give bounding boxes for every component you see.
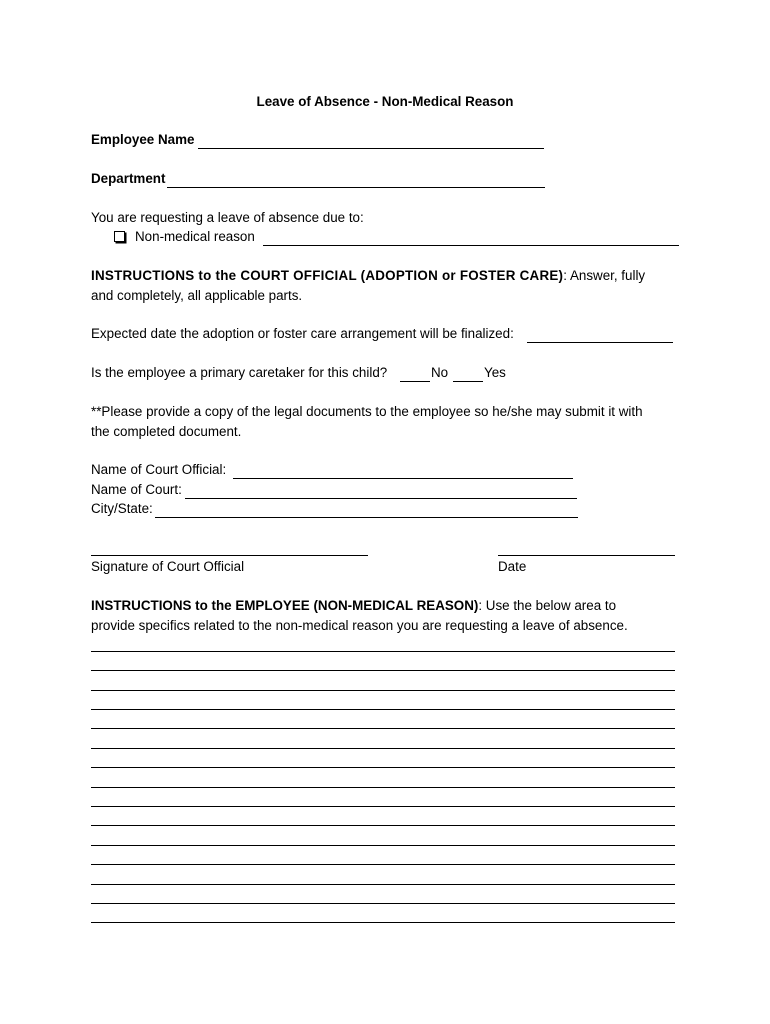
writing-line[interactable] xyxy=(91,806,675,807)
yes-label: Yes xyxy=(484,365,506,380)
signature-label: Signature of Court Official xyxy=(91,559,245,574)
writing-line[interactable] xyxy=(91,651,675,652)
writing-line[interactable] xyxy=(91,670,675,671)
city-state-label: City/State: xyxy=(91,501,153,516)
expected-date-label: Expected date the adoption or foster care arrangement will be finalized: xyxy=(91,326,514,341)
court-instructions-heading: INSTRUCTIONS to the COURT OFFICIAL (ADOPTION or FOSTER CARE) xyxy=(91,268,564,283)
employee-instructions-line2: provide specifics related to the non-medical reason you are requesting a leave of absence. xyxy=(91,618,628,633)
employee-name-field[interactable] xyxy=(198,148,544,149)
date-field[interactable] xyxy=(498,555,675,556)
non-medical-checkbox[interactable] xyxy=(114,231,125,242)
writing-line[interactable] xyxy=(91,922,675,923)
yes-answer-field[interactable] xyxy=(453,381,483,382)
writing-line[interactable] xyxy=(91,748,675,749)
non-medical-option xyxy=(114,228,255,246)
no-answer-field[interactable] xyxy=(400,381,430,382)
signature-field[interactable] xyxy=(91,555,368,556)
court-instructions xyxy=(91,267,679,285)
court-instructions-tail: : Answer, fully xyxy=(563,268,646,283)
writing-line[interactable] xyxy=(91,884,675,885)
writing-line[interactable] xyxy=(91,864,675,865)
legal-docs-line2: the completed document. xyxy=(91,424,242,439)
city-state-field[interactable] xyxy=(155,517,578,518)
primary-caretaker-question: Is the employee a primary caretaker for this child? xyxy=(91,365,388,380)
court-name-field[interactable] xyxy=(185,498,577,499)
requesting-text: You are requesting a leave of absence due to: xyxy=(91,210,364,225)
writing-line[interactable] xyxy=(91,825,675,826)
employee-instructions-heading: INSTRUCTIONS to the EMPLOYEE (NON-MEDICAL REASON) xyxy=(91,598,479,613)
form-title: Leave of Absence - Non-Medical Reason xyxy=(256,94,514,109)
non-medical-reason-field[interactable] xyxy=(263,245,679,246)
legal-docs-line1: **Please provide a copy of the legal documents to the employee so he/she may submit it with xyxy=(91,404,643,419)
department-label: Department xyxy=(91,171,166,186)
writing-line[interactable] xyxy=(91,690,675,691)
writing-line[interactable] xyxy=(91,767,675,768)
court-official-name-field[interactable] xyxy=(233,478,573,479)
date-label: Date xyxy=(498,559,527,574)
employee-name-label: Employee Name xyxy=(91,132,195,147)
employee-instructions-tail: : Use the below area to xyxy=(478,598,617,613)
expected-date-field[interactable] xyxy=(527,342,673,343)
writing-line[interactable] xyxy=(91,709,675,710)
writing-line[interactable] xyxy=(91,903,675,904)
employee-instructions xyxy=(91,597,616,615)
no-label: No xyxy=(431,365,449,380)
department-field[interactable] xyxy=(167,187,545,188)
court-name-label: Name of Court: xyxy=(91,482,182,497)
writing-line[interactable] xyxy=(91,728,675,729)
non-medical-option-label: Non-medical reason xyxy=(135,229,255,244)
writing-line[interactable] xyxy=(91,845,675,846)
court-instructions-line2: and completely, all applicable parts. xyxy=(91,288,303,303)
writing-line[interactable] xyxy=(91,787,675,788)
court-official-name-label: Name of Court Official: xyxy=(91,462,227,477)
